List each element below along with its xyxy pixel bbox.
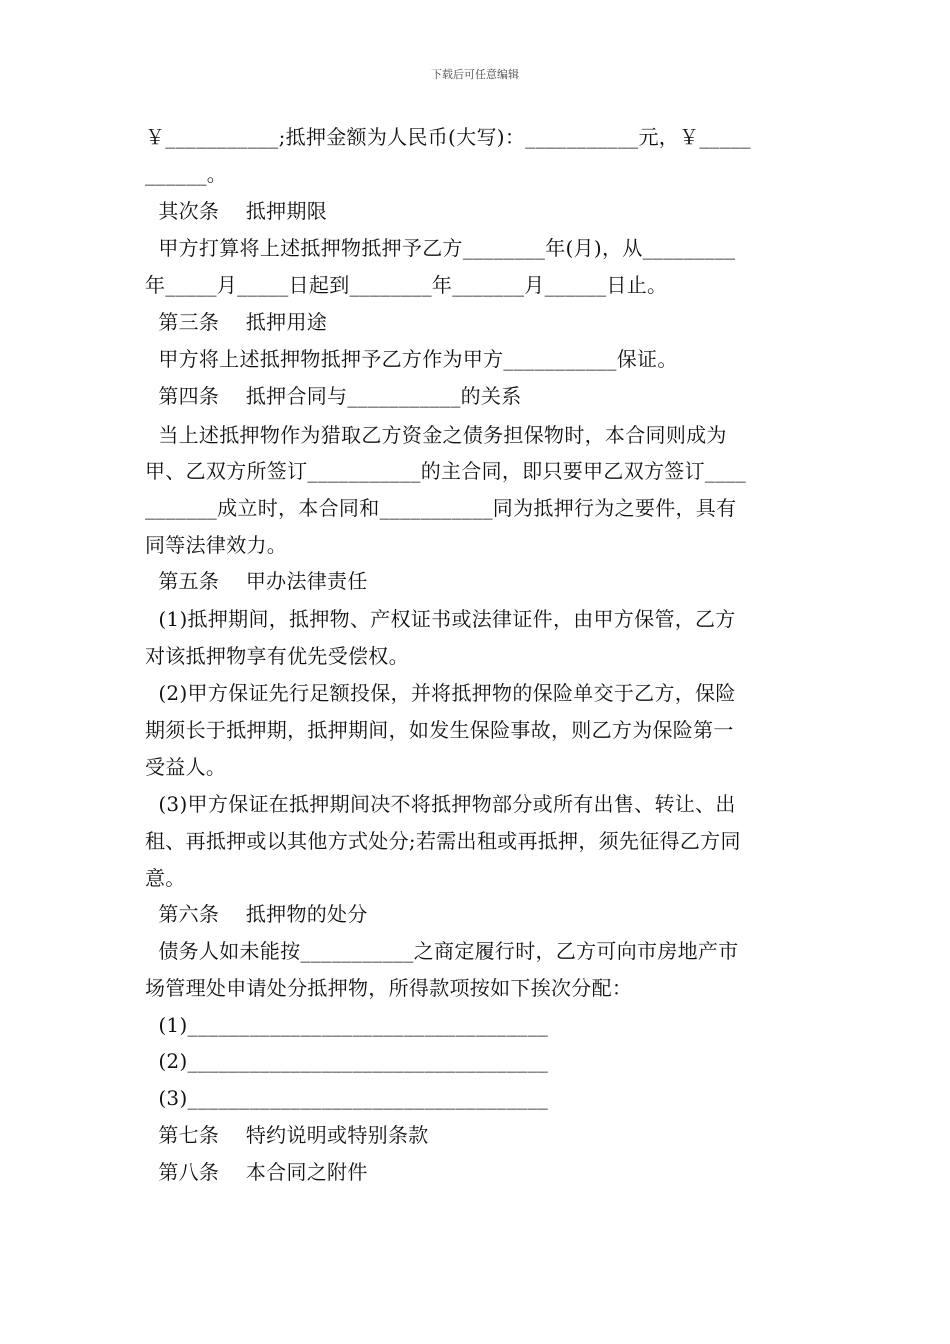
text-line: 年_____月_____日起到________年_______月______日止。: [145, 273, 668, 297]
section-heading: 其次条 抵押期限: [145, 199, 328, 223]
text-line: 甲方打算将上述抵押物抵押予乙方________年(月)，从_________: [145, 236, 736, 260]
text-line: 债务人如未能按___________之商定履行时，乙方可向市房地产市: [145, 939, 739, 963]
text-line: 意。: [145, 866, 186, 890]
section-heading: 第八条 本合同之附件: [145, 1160, 368, 1184]
section-heading: 第七条 特约说明或特别条款: [145, 1123, 429, 1147]
section-heading: 第五条 甲办法律责任: [145, 569, 368, 593]
text-line: 甲方将上述抵押物抵押予乙方作为甲方___________保证。: [145, 347, 678, 371]
text-line: 场管理处申请处分抵押物，所得款项按如下挨次分配：: [145, 976, 633, 1000]
text-line: 受益人。: [145, 755, 227, 779]
section-heading: 第六条 抵押物的处分: [145, 902, 368, 926]
text-line: 期须长于抵押期，抵押期间，如发生保险事故，则乙方为保险第一: [145, 718, 734, 742]
blank-line-item: (3)___________________________________: [145, 1086, 549, 1110]
text-line: (3)甲方保证在抵押期间决不将抵押物部分或所有出售、转让、出: [145, 792, 736, 816]
text-line: 甲、乙双方所签订___________的主合同，即只要甲乙双方签订____: [145, 459, 747, 483]
blank-line-item: (2)___________________________________: [145, 1049, 549, 1073]
blank-line-item: (1)___________________________________: [145, 1013, 549, 1037]
text-line: (2)甲方保证先行足额投保，并将抵押物的保险单交于乙方，保险: [145, 681, 736, 705]
text-line: 当上述抵押物作为猎取乙方资金之债务担保物时，本合同则成为: [145, 423, 727, 447]
text-line: 对该抵押物享有优先受偿权。: [145, 644, 409, 668]
text-line: (1)抵押期间，抵押物、产权证书或法律证件，由甲方保管，乙方: [145, 607, 736, 631]
section-heading: 第三条 抵押用途: [145, 310, 328, 334]
text-line: 租、再抵押或以其他方式处分;若需出租或再抵押，须先征得乙方同: [145, 829, 741, 853]
text-line: _______成立时，本合同和___________同为抵押行为之要件，具有: [145, 496, 737, 520]
section-heading: 第四条 抵押合同与___________的关系: [145, 384, 522, 408]
page-header: 下载后可任意编辑: [431, 68, 519, 81]
text-line: 同等法律效力。: [145, 533, 288, 557]
text-line: ______。: [145, 162, 228, 186]
text-line: ￥___________;抵押金额为人民币(大写)：___________元，￥_____: [145, 125, 751, 149]
